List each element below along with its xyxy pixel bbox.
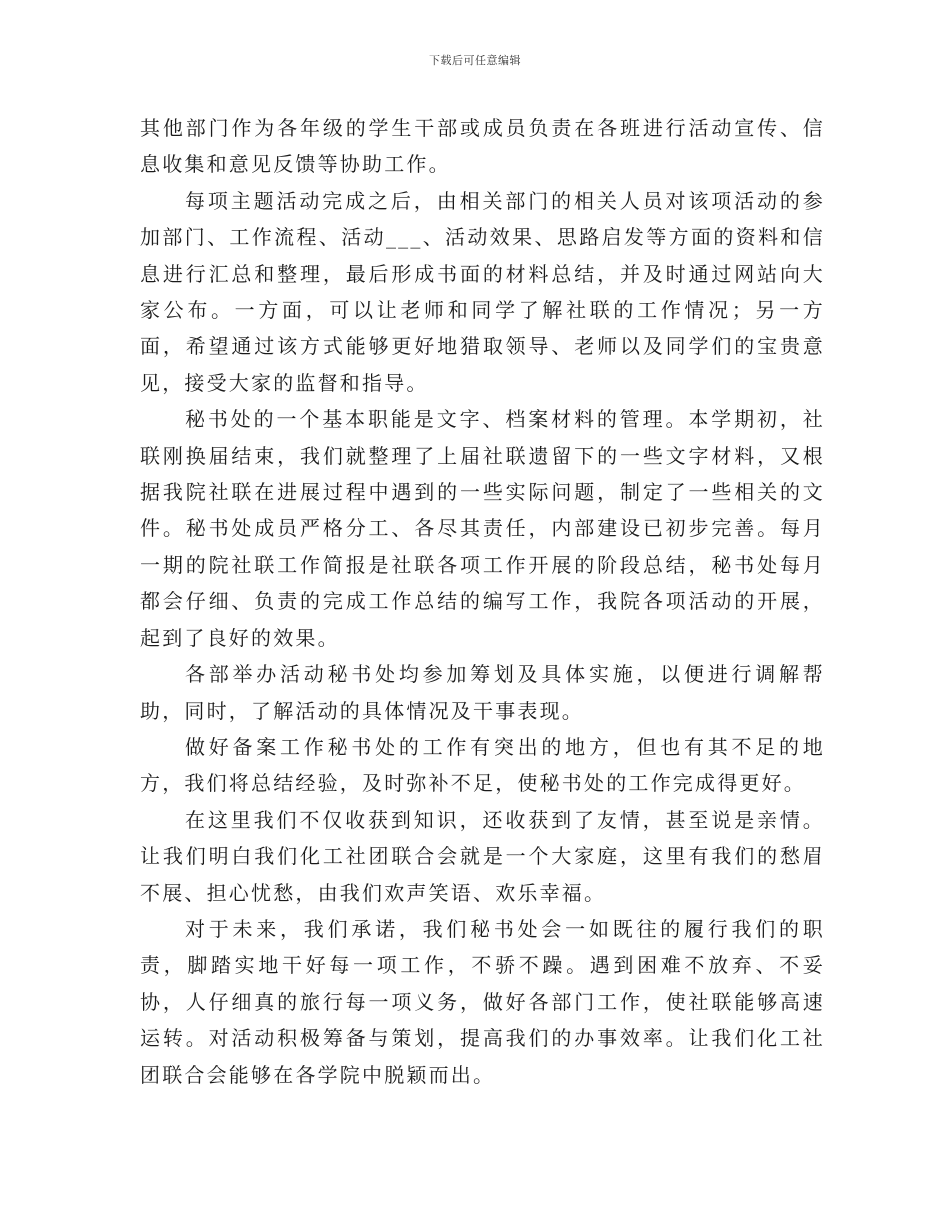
paragraph-5: 做好备案工作秘书处的工作有突出的地方，但也有其不足的地方，我们将总结经验，及时弥补不足，使秘书处的工作完成得更好。 [140, 734, 825, 796]
document-body [140, 110, 825, 1093]
paragraph-7: 对于未来，我们承诺，我们秘书处会一如既往的履行我们的职责，脚踏实地干好每一项工作，不骄不躁。遇到困难不放弃、不妥协，人仔细真的旅行每一项义务，做好各部门工作，使社联能够高速运转。对活动积极筹备与策划，提高我们的办事效率。让我们化工社团联合会能够在各学院中脱颖而出。 [140, 916, 825, 1087]
paragraph-2: 每项主题活动完成之后，由相关部门的相关人员对该项活动的参加部门、工作流程、活动___、活动效果、思路启发等方面的资料和信息进行汇总和整理，最后形成书面的材料总结，并及时通过网站向大家公布。一方面，可以让老师和同学了解社联的工作情况；另一方面，希望通过该方式能够更好地猎取领导、老师以及同学们的宝贵意见，接受大家的监督和指导。 [140, 188, 825, 395]
paragraph-6: 在这里我们不仅收获到知识，还收获到了友情，甚至说是亲情。让我们明白我们化工社团联合会就是一个大家庭，这里有我们的愁眉不展、担心忧愁，由我们欢声笑语、欢乐幸福。 [140, 807, 825, 905]
paragraph-3: 秘书处的一个基本职能是文字、档案材料的管理。本学期初，社联刚换届结束，我们就整理了上届社联遗留下的一些文字材料，又根据我院社联在进展过程中遇到的一些实际问题，制定了一些相关的文件。秘书处成员严格分工、各尽其责任，内部建设已初步完善。每月一期的院社联工作简报是社联各项工作开展的阶段总结，秘书处每月都会仔细、负责的完成工作总结的编写工作，我院各项活动的开展，起到了良好的效果。 [140, 407, 825, 650]
paragraph-4: 各部举办活动秘书处均参加筹划及具体实施，以便进行调解帮助，同时，了解活动的具体情况及干事表现。 [140, 662, 825, 723]
paragraph-1: 其他部门作为各年级的学生干部或成员负责在各班进行活动宣传、信息收集和意见反馈等协助工作。 [140, 116, 825, 177]
page-header: 下载后可任意编辑 [429, 54, 521, 67]
